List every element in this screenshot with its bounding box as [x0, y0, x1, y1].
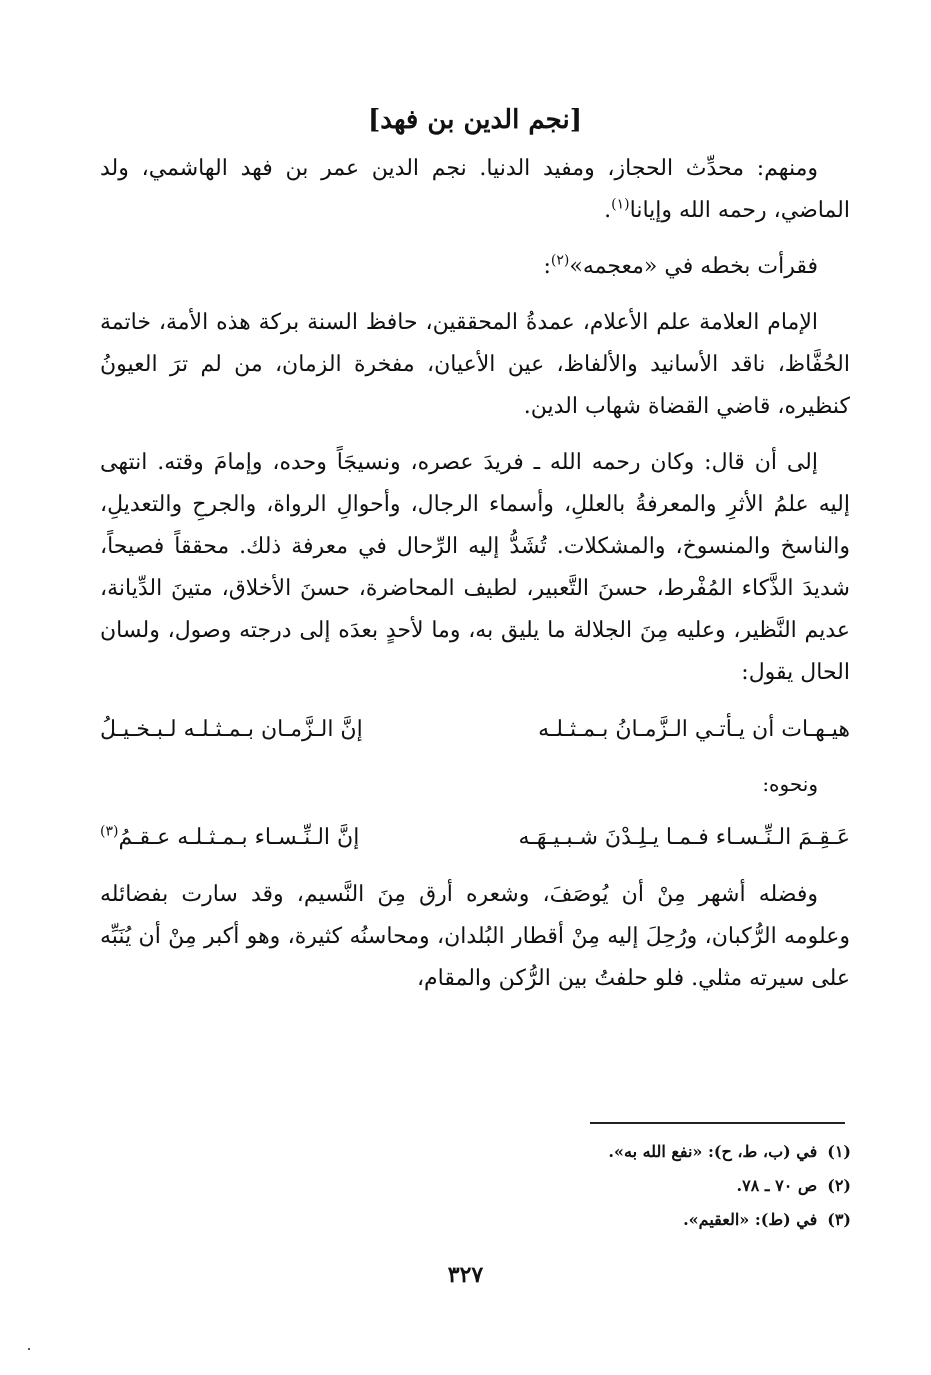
verse-line-2 — [100, 816, 850, 860]
footnote-1 — [351, 1135, 851, 1169]
footnotes — [351, 1135, 851, 1237]
footnote-3-number: (٣) — [827, 1210, 851, 1229]
footnote-3-text: في (ط): «العقيم». — [683, 1210, 818, 1229]
footnote-ref-1: (١) — [611, 196, 630, 213]
footnote-3 — [351, 1203, 851, 1237]
footnote-1-number: (١) — [827, 1142, 851, 1161]
paragraph-intro-end: . — [604, 198, 612, 223]
paragraph-virtue: وفضله أشهر مِنْ أن يُوصَفَ، وشعره أرق مِنَ النَّسيم، وقد سارت بفضائله وعلومه الرُّكبان، ورُحِلَ إليه مِنْ أقطار البُلدان، ومحاسنُه كثيرة، وهو أكبر مِنْ أن يُنَبِّه على سيرته مثلي. فلو حلفتُ بين الرُّكن والمقام، — [100, 882, 850, 991]
paragraph-read-end: : — [543, 254, 551, 279]
section-heading: [نجم الدين بن فهد] — [368, 105, 582, 135]
footnote-2-text: ص ٧٠ ـ ٧٨. — [736, 1176, 818, 1195]
page-body — [100, 100, 850, 1000]
paragraph-intro-text: ومنهم: محدِّث الحجاز، ومفيد الدنيا. نجم الدين عمر بن فهد الهاشمي، ولد الماضي، رحمه الله وإيانا — [100, 156, 850, 223]
paragraph-praise: إلى أن قال: وكان رحمه الله ـ فريدَ عصره، ونسيجَاً وحده، وإمامَ وقته. انتهى إليه علمُ الأثرِ والمعرفةُ بالعللِ، وأسماء الرجال، وأحوالِ الرواة، والجرحِ والتعديلِ، والناسخ والمنسوخ، والمشكلات. تُشَدُّ إليه الرِّحال في معرفة ذلك. محققاً فصيحاً، شديدَ الذَّكاء المُفْرط، حسنَ التَّعبير، لطيف المحاضرة، حسنَ الأخلاق، متينَ الدِّيانة، عديم النَّظير، وعليه مِنَ الجلالة ما يليق به، وما لأحدٍ بعدَه إلى درجته وصول، ولسان الحال يقول: — [100, 450, 850, 685]
footnote-1-text: في (ب، ط، ح): «نفع الله به». — [608, 1142, 818, 1161]
verse-1-second-hemistich: إنَّ الـزَّمـان بـمـثـلـه لـبـخـيـلُ — [100, 717, 363, 742]
paragraph-quote: الإمام العلامة علم الأعلام، عمدةُ المحققين، حافظ السنة بركة هذه الأمة، خاتمة الحُفَّاظ، ناقد الأسانيد والألفاظ، عين الأعيان، مفخرة الزمان، من لم ترَ العيونُ كنظيره، قاضي القضاة شهاب الدين. — [100, 310, 850, 419]
transition-text: ونحوه: — [762, 772, 818, 796]
paragraph-read-text: فقرأت بخطه في «معجمه» — [569, 254, 818, 279]
verse-2-first-hemistich: عَـقِـمَ الـنِّـسـاء فـمـا يـلِـدْنَ شـبـيـهَـه — [518, 825, 850, 850]
verse-line-1 — [100, 708, 850, 752]
verse-2-second-text: إنَّ الـنِّـسـاء بـمـثـلـه عـقـمُ — [118, 825, 360, 850]
scan-speck — [28, 1348, 30, 1350]
footnote-2-number: (٢) — [827, 1176, 851, 1195]
footnote-ref-3: (٣) — [100, 823, 119, 840]
verse-2-second-hemistich — [100, 816, 453, 860]
paragraph-read — [100, 246, 850, 288]
footnote-divider — [590, 1122, 845, 1124]
footnote-ref-2: (٢) — [550, 252, 570, 269]
paragraph-intro — [100, 148, 850, 232]
page-number: ٣٢٧ — [447, 1262, 484, 1288]
verse-1-first-hemistich: هيـهـات أن يـأتـي الـزَّمـانُ بـمـثـلـه — [538, 717, 850, 742]
footnote-2 — [351, 1169, 851, 1203]
